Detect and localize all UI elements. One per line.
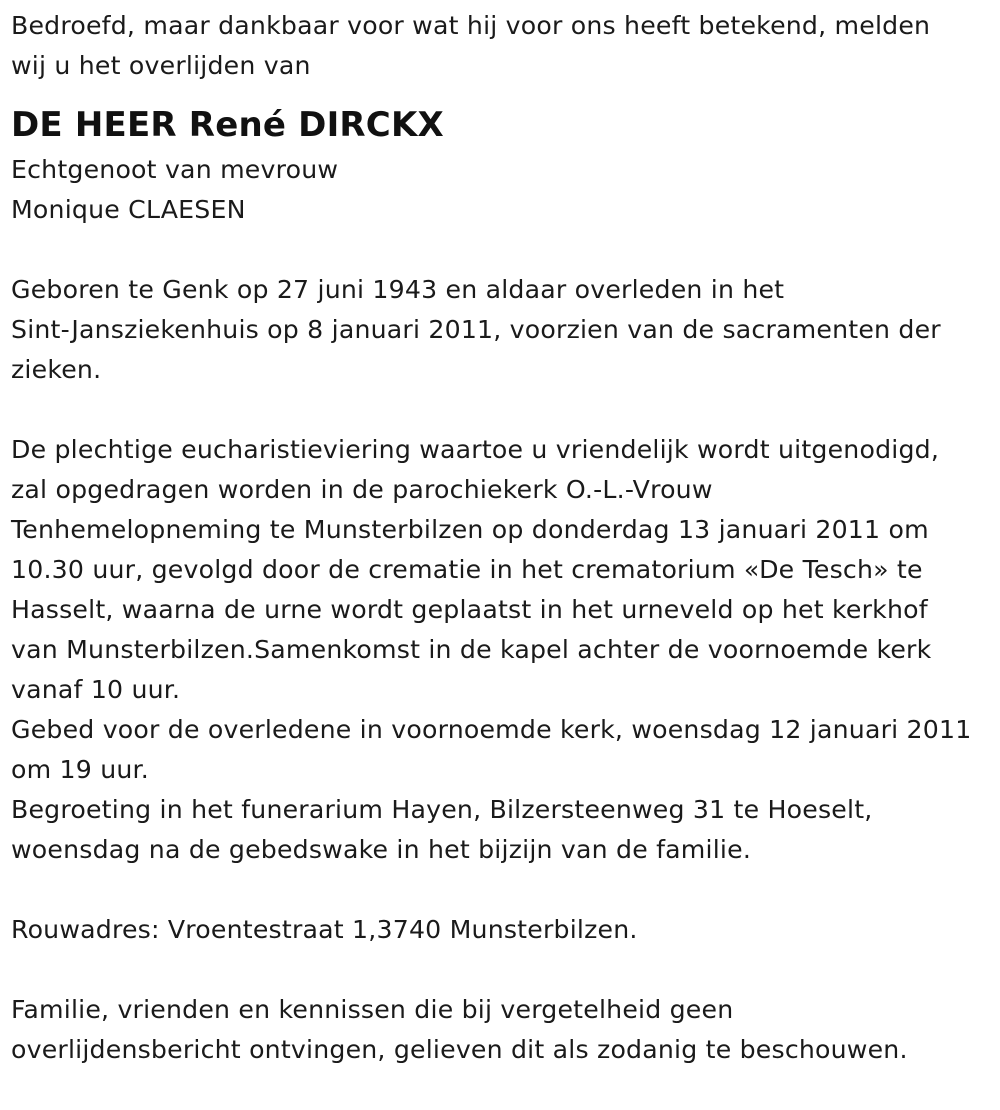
mourning-address: Rouwadres: Vroentestraat 1,3740 Munsterbilzen. <box>11 915 638 944</box>
closing-paragraph <box>11 990 996 1070</box>
ceremony-line: Begroeting in het funerarium Hayen, Bilzersteenweg 31 te Hoeselt, <box>11 795 873 824</box>
birth-death-line: Sint-Jansziekenhuis op 8 januari 2011, voorzien van de sacramenten der <box>11 315 941 344</box>
ceremony-line: Gebed voor de overledene in voornoemde kerk, woensdag 12 januari 2011 <box>11 715 972 744</box>
paragraph-spacer <box>11 870 996 910</box>
birth-death-line: zieken. <box>11 355 102 384</box>
intro-paragraph <box>11 6 996 86</box>
spouse-line: Echtgenoot van mevrouw <box>11 155 339 184</box>
spouse-block <box>11 150 996 230</box>
closing-line: overlijdensbericht ontvingen, gelieven dit als zodanig te beschouwen. <box>11 1035 908 1064</box>
birth-death-paragraph <box>11 270 996 390</box>
ceremony-line: De plechtige eucharistieviering waartoe u vriendelijk wordt uitgenodigd, <box>11 435 940 464</box>
ceremony-line: zal opgedragen worden in de parochiekerk O.-L.-Vrouw <box>11 475 713 504</box>
paragraph-spacer <box>11 950 996 990</box>
closing-line: Familie, vrienden en kennissen die bij vergetelheid geen <box>11 995 734 1024</box>
intro-line: wij u het overlijden van <box>11 51 311 80</box>
ceremony-line: van Munsterbilzen.Samenkomst in de kapel achter de voornoemde kerk <box>11 635 932 664</box>
paragraph-spacer <box>11 230 996 270</box>
spouse-line: Monique CLAESEN <box>11 195 246 224</box>
ceremony-line: 10.30 uur, gevolgd door de crematie in het crematorium «De Tesch» te <box>11 555 923 584</box>
deceased-name-heading: DE HEER René DIRCKX <box>11 105 444 145</box>
ceremony-line: woensdag na de gebedswake in het bijzijn van de familie. <box>11 835 752 864</box>
ceremony-line: om 19 uur. <box>11 755 149 784</box>
obituary-notice <box>11 6 996 1070</box>
ceremony-line: vanaf 10 uur. <box>11 675 181 704</box>
birth-death-line: Geboren te Genk op 27 juni 1943 en aldaar overleden in het <box>11 275 785 304</box>
paragraph-spacer <box>11 390 996 430</box>
ceremony-paragraph <box>11 430 996 870</box>
intro-line: Bedroefd, maar dankbaar voor wat hij voor ons heeft betekend, melden <box>11 11 931 40</box>
ceremony-line: Tenhemelopneming te Munsterbilzen op donderdag 13 januari 2011 om <box>11 515 929 544</box>
ceremony-line: Hasselt, waarna de urne wordt geplaatst in het urneveld op het kerkhof <box>11 595 928 624</box>
